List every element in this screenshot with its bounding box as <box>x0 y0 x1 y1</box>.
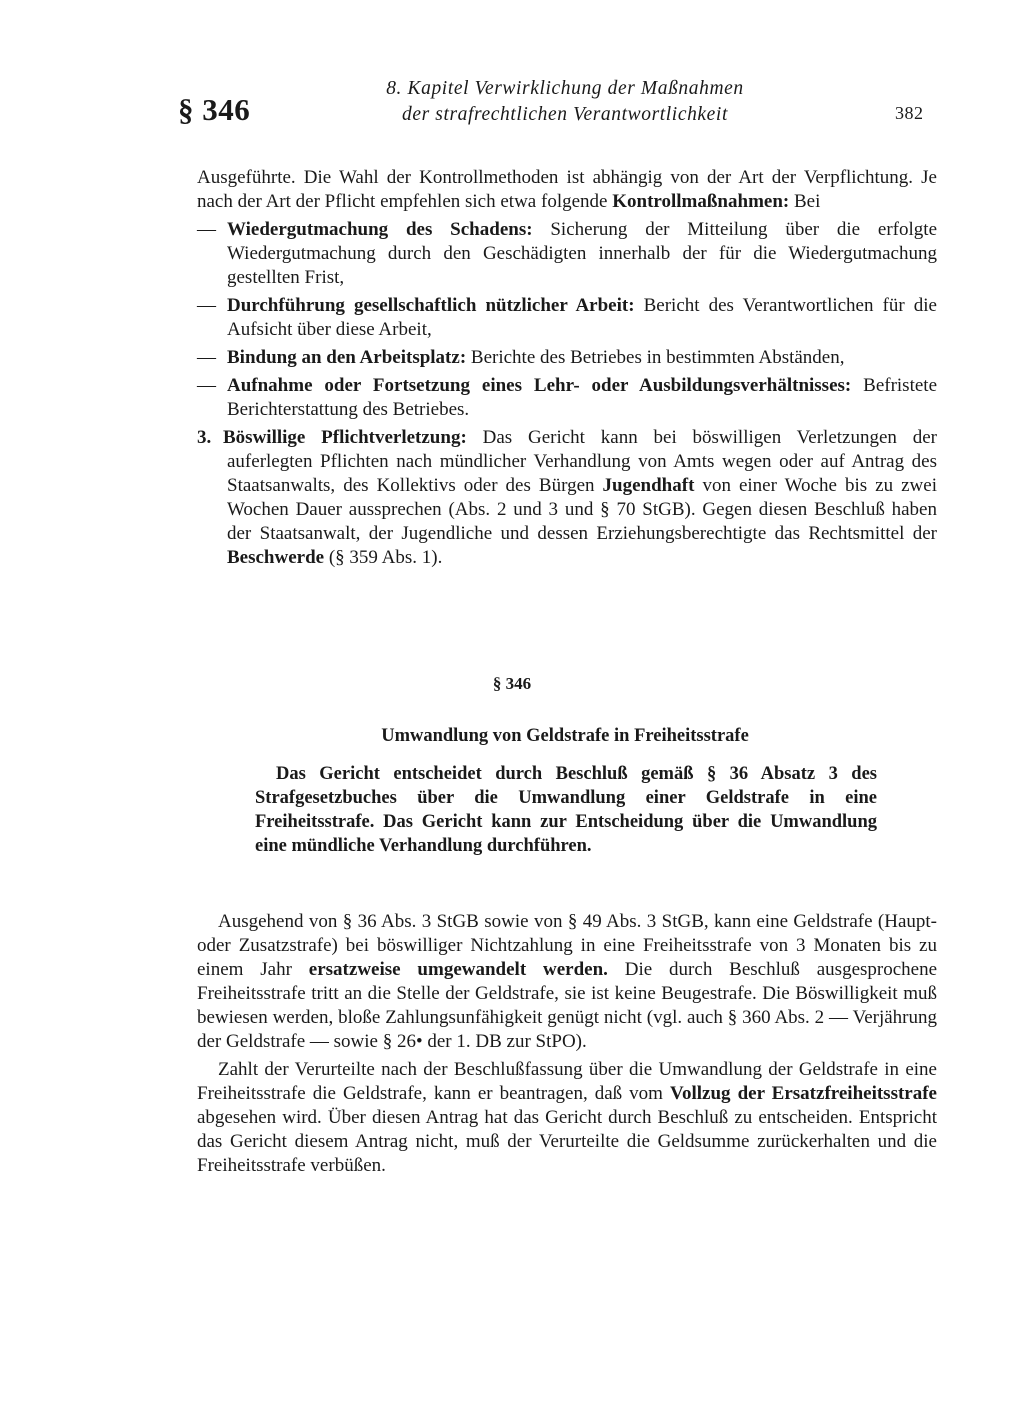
intro-text: Ausgeführte. Die Wahl der Kontrollmethoden ist abhängig von der Art der Verpflichtung. Je nach der Art der Pflicht empfehlen sich etwa folgende <box>197 167 937 212</box>
list-item-text: Sicherung der Mitteilung über die erfolgte Wiedergutmachung durch den Geschädigten innerhalb der für die Wiedergutmachung gestellten Frist, <box>227 219 938 288</box>
list-item-label: Aufnahme oder Fortsetzung eines Lehr- oder Ausbildungsverhältnisses: <box>227 375 852 396</box>
section-number: § 346 <box>492 674 532 693</box>
paragraph-number: 3. <box>197 427 212 448</box>
list-item-label: Durchführung gesellschaftlich nützlicher Arbeit: <box>227 295 635 316</box>
section-title: Umwandlung von Geldstrafe in Freiheitsstrafe <box>381 726 749 746</box>
list-item-text: Bericht des Verantwortlichen für die Aufsicht über diese Arbeit, <box>227 295 937 340</box>
dash-marker: — <box>197 295 216 316</box>
dash-marker: — <box>197 219 216 240</box>
list-item-text: Befristete Berichterstattung des Betriebes. <box>227 375 937 420</box>
commentary-text: Die durch Beschluß ausgesprochene Freiheitsstrafe tritt an die Stelle der Geldstrafe, sie ist keine Beugestrafe. Die Böswilligkeit muß bewiesen werden, bloße Zahlungsunfähigkeit genügt nicht (vgl. auch § 360 Abs. 2 — Verjährung der Geldstrafe — sowie § 26• der 1. DB zur StPO). <box>197 959 938 1052</box>
list-item <box>197 218 937 290</box>
numbered-paragraph-3 <box>197 426 937 570</box>
statute-text: Das Gericht entscheidet durch Beschluß gemäß § 36 Absatz 3 des Strafgesetzbuches über die Umwandlung einer Geldstrafe in eine Freiheitsstrafe. Das Gericht kann zur Entscheidung über die Umwandlung eine mündliche Verhandlung durchführen. <box>255 764 877 856</box>
commentary-text: Zahlt der Verurteilte nach der Beschlußfassung über die Umwandlung der Geldstrafe in eine Freiheitsstrafe die Geldstrafe, kann er beantragen, daß vom <box>197 1059 937 1104</box>
header-chapter-line: 8. Kapitel Verwirklichung der Maßnahmen <box>386 78 744 99</box>
list-item-label: Bindung an den Arbeitsplatz: <box>227 347 467 368</box>
bold-term: ersatzweise umgewandelt werden. <box>308 959 608 980</box>
list-item-text: Berichte des Betriebes in bestimmten Abständen, <box>466 347 845 368</box>
list-item <box>197 294 937 342</box>
commentary-text: abgesehen wird. Über diesen Antrag hat das Gericht durch Beschluß zu entscheiden. Entspricht das Gericht diesem Antrag nicht, muß der Verurteilte die Geldsumme zurückerhalten und die Freiheitsstrafe verbüßen. <box>197 1107 937 1176</box>
running-header <box>0 0 1024 140</box>
paragraph-text: (§ 359 Abs. 1). <box>324 547 443 568</box>
control-measures-list <box>197 218 937 422</box>
header-chapter-line: der strafrechtlichen Verantwortlichkeit <box>402 104 728 125</box>
bold-term: Jugendhaft <box>602 475 695 496</box>
dash-marker: — <box>197 347 216 368</box>
list-item-label: Wiedergutmachung des Schadens: <box>227 219 533 240</box>
commentary-paragraph <box>197 910 937 1054</box>
header-section-number: § 346 <box>178 92 251 127</box>
header-chapter-title <box>330 76 800 128</box>
page-number: 382 <box>895 103 924 123</box>
paragraph-heading: Böswillige Pflichtverletzung: <box>223 427 467 448</box>
paragraph-text: von einer Woche bis zu zwei Wochen Dauer aussprechen (Abs. 2 und 3 und § 70 StGB). Gegen diesen Beschluß haben der Staatsanwalt, der Jugendliche und dessen Erziehungsberechtigte das Rechtsmittel der <box>227 475 937 544</box>
intro-paragraph <box>197 166 937 214</box>
list-item <box>197 374 937 422</box>
list-item <box>197 346 937 370</box>
paragraph-text: Das Gericht kann bei böswilligen Verletzungen der auferlegten Pflichten nach mündlicher Verhandlung von Amts wegen oder auf Antrag des Staatsanwalts, des Kollektivs oder des Bürgen <box>227 427 937 496</box>
section-commentary <box>197 910 937 1182</box>
commentary-paragraph <box>197 1058 937 1178</box>
intro-bold-term: Kontrollmaßnahmen: <box>612 191 790 212</box>
commentary-text: Ausgehend von § 36 Abs. 3 StGB sowie von § 49 Abs. 3 StGB, kann eine Geldstrafe (Haupt- oder Zusatzstrafe) bei böswilliger Nichtzahlung in eine Freiheitsstrafe von 3 Monaten bis zu einem Jahr <box>197 911 937 980</box>
commentary-continued <box>197 166 937 570</box>
intro-text-end: Bei <box>789 191 821 212</box>
bold-term: Beschwerde <box>227 547 325 568</box>
dash-marker: — <box>197 375 216 396</box>
bold-term: Vollzug der Ersatzfreiheitsstrafe <box>670 1083 937 1104</box>
